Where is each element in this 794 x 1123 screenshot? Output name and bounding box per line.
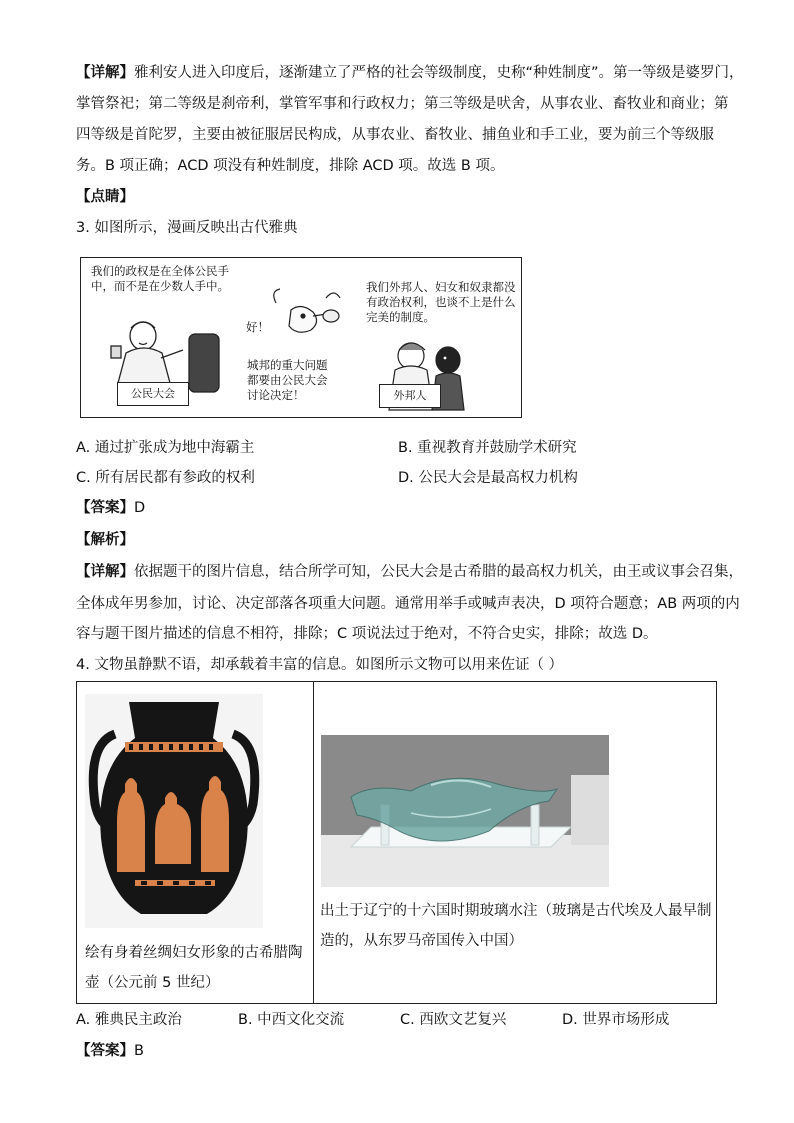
- comic-bubble-middle: 城邦的重大问题都要由公民大会讨论决定！: [247, 358, 328, 402]
- comic-label-foreigner: 外邦人: [379, 384, 441, 408]
- q3-detail-line-2: 全体成年男参加，讨论、决定部落各项重大问题。通常用举手或喊声表决，D 项符合题意；AB 两项的内: [76, 596, 740, 612]
- q3-detail-line-1: 【详解】依据题干的图片信息，结合所学可知，公民大会是古希腊的最高权力机关，由王或议事会召集，: [76, 564, 743, 580]
- comic-illustration: [80, 257, 522, 418]
- detail-tag: 【详解】: [76, 65, 134, 81]
- q4-option-b: B. 中西文化交流: [238, 1012, 345, 1028]
- comic-bubble-good: 好！: [246, 320, 269, 334]
- q3-detail-line-3: 容与题干图片描述的信息不相符，排除；C 项说法过于绝对，不符合史实，排除；故选 D。: [76, 626, 658, 642]
- q2-detail-line-2: 掌管祭祀；第二等级是刹帝利，掌管军事和行政权力；第三等级是吠舍，从事农业、畜牧业和商业；第: [76, 96, 729, 112]
- glass-vessel-image: [321, 735, 609, 887]
- artifact-table: [76, 681, 717, 1004]
- q4-answer: 【答案】B: [76, 1043, 144, 1059]
- glass-caption: 出土于辽宁的十六国时期玻璃水注（玻璃是古代埃及人最早制 造的，从东罗马帝国传入中国）: [320, 903, 712, 949]
- q4-stem: 4. 文物虽静默不语，却承载着丰富的信息。如图所示文物可以用来佐证（ ）: [76, 657, 564, 673]
- q3-analysis-tag: 【解析】: [76, 532, 134, 548]
- greek-vase-image: [85, 694, 263, 928]
- comic-label-assembly: 公民大会: [117, 382, 189, 406]
- vase-caption: 绘有身着丝绸妇女形象的古希腊陶 壶（公元前 5 世纪）: [85, 945, 303, 991]
- q2-detail-line-1: 【详解】雅利安人进入印度后，逐渐建立了严格的社会等级制度，史称“种姓制度”。第一等级是婆罗门，: [76, 65, 744, 81]
- q2-point-tag: 【点睛】: [76, 189, 134, 205]
- q4-option-d: D. 世界市场形成: [562, 1012, 670, 1028]
- q3-option-b: B. 重视教育并鼓励学术研究: [398, 440, 577, 456]
- comic-bubble-right: 我们外邦人、妇女和奴隶都没有政治权利，也谈不上是什么完美的制度。: [366, 280, 516, 324]
- q4-option-c: C. 西欧文艺复兴: [400, 1012, 507, 1028]
- table-divider: [313, 682, 314, 1003]
- q3-option-a: A. 通过扩张成为地中海霸主: [76, 440, 255, 456]
- q3-stem: 3. 如图所示，漫画反映出古代雅典: [76, 220, 298, 236]
- q3-option-d: D. 公民大会是最高权力机构: [398, 470, 578, 486]
- q3-option-c: C. 所有居民都有参政的权利: [76, 470, 255, 486]
- q2-detail-line-4: 务。B 项正确；ACD 项没有种姓制度，排除 ACD 项。故选 B 项。: [76, 158, 505, 174]
- q4-option-a: A. 雅典民主政治: [76, 1012, 182, 1028]
- q2-detail-line-3: 四等级是首陀罗，主要由被征服居民构成，从事农业、畜牧业、捕鱼业和手工业，要为前三个等级服: [76, 127, 714, 143]
- q3-answer: 【答案】D: [76, 500, 146, 516]
- comic-bubble-left: 我们的政权是在全体公民手中，而不是在少数人手中。: [91, 264, 229, 293]
